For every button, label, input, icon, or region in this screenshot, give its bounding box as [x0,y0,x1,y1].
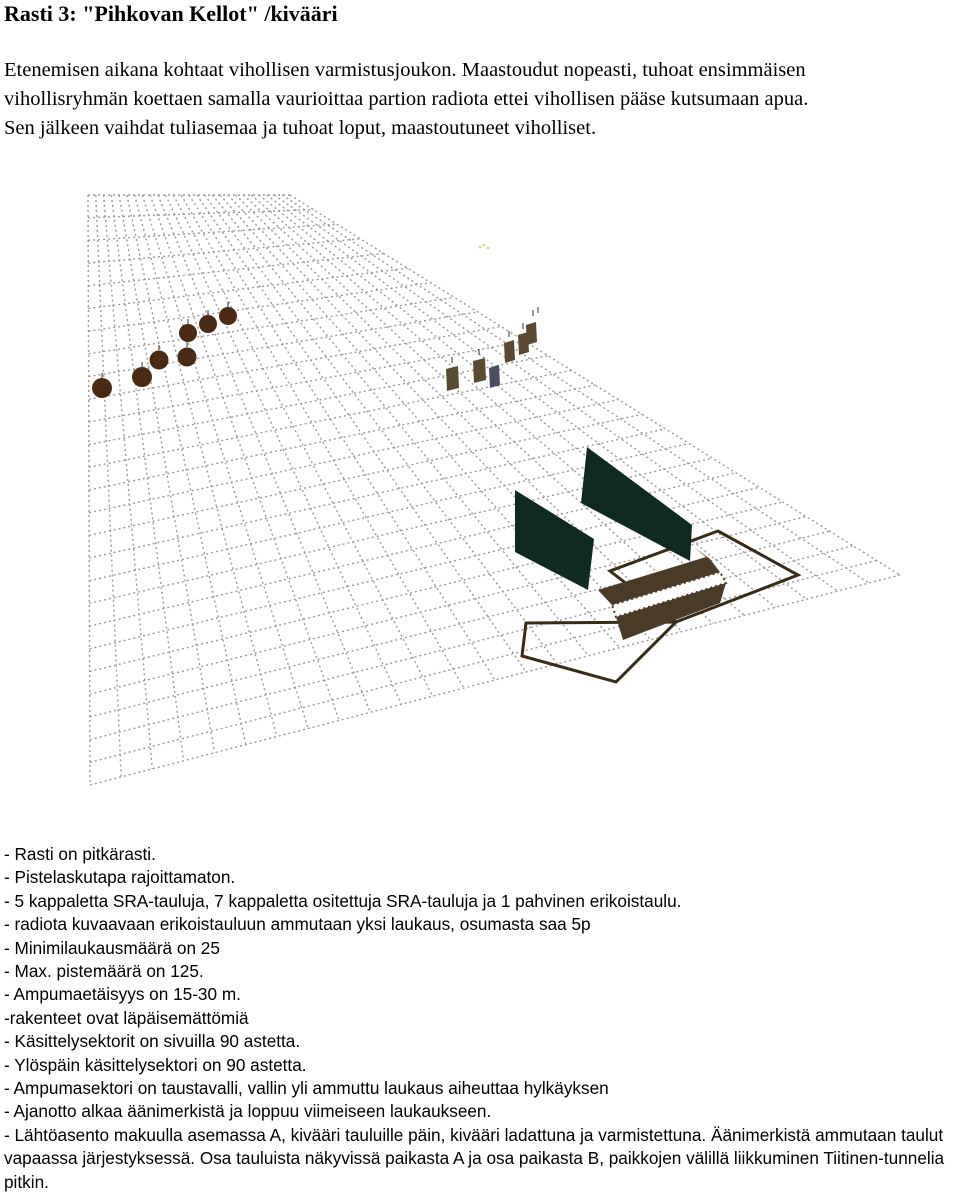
marker-dots [479,244,490,250]
round-target [150,351,169,370]
rule-item: - Max. pistemäärä on 125. [4,961,204,982]
round-target [132,367,152,387]
page-title: Rasti 3: "Pihkovan Kellot" /kivääri [4,1,338,26]
range-layout-diagram [80,185,900,790]
round-target [92,378,112,398]
rule-item: - Käsittelysektorit on sivuilla 90 astetta. [4,1031,301,1052]
wall-right [581,447,692,561]
intro-line: vihollisryhmän koettaen samalla vaurioittaa partion radiota ettei vihollisen pääse kutsumaan apua. [4,88,809,110]
board-target [446,366,459,391]
board-target [504,340,515,363]
rule-item: - Ajanotto alkaa äänimerkistä ja loppuu viimeiseen laukaukseen. [4,1101,492,1122]
radio-target [489,365,500,388]
round-target [219,307,237,325]
intro-line: Sen jälkeen vaihdat tuliasemaa ja tuhoat loput, maastoutuneet viholliset. [4,117,597,139]
round-target [178,348,197,367]
board-target [473,358,486,383]
board-target [526,322,537,345]
rule-item: -rakenteet ovat läpäisemättömiä [4,1007,249,1028]
intro-text [4,56,956,143]
rule-item: - Rasti on pitkärasti. [4,844,156,864]
rule-item: - Ylöspäin käsittelysektori on 90 astetta. [4,1054,307,1075]
rule-item: - radiota kuvaavaan erikoistauluun ammutaan yksi laukaus, osumasta saa 5p [4,914,591,935]
intro-line: Etenemisen aikana kohtaat vihollisen varmistusjoukon. Maastoudut nopeasti, tuhoat ensimmäisen [4,59,806,81]
rule-item: - Lähtöasento makuulla asemassa A, kivääri tauluille päin, kivääri ladattuna ja varmistettuna. Äänimerkistä ammutaan taulut vapaassa järjestyksessä. Osa tauluista näkyvissä paikasta A ja osa paikasta B, paikkojen välillä liikkuminen Tiitinen-tunnelia pitkin. [4,1124,945,1192]
ground-grid [88,195,900,785]
rule-item: - Ampumasektori on taustavalli, vallin yli ammuttu laukaus aiheuttaa hylkäyksen [4,1078,609,1099]
board-targets [446,307,538,391]
rule-item: - Ampumaetäisyys on 15-30 m. [4,984,241,1005]
rule-item: - 5 kappaletta SRA-tauluja, 7 kappaletta ositettuja SRA-tauluja ja 1 pahvinen erikoistaulu. [4,890,682,911]
wall-left [515,490,594,590]
round-target [199,315,217,333]
rule-item: - Pistelaskutapa rajoittamaton. [4,867,236,888]
rules-list [4,843,960,1194]
round-target [179,324,197,342]
rule-item: - Minimilaukausmäärä on 25 [4,937,220,958]
